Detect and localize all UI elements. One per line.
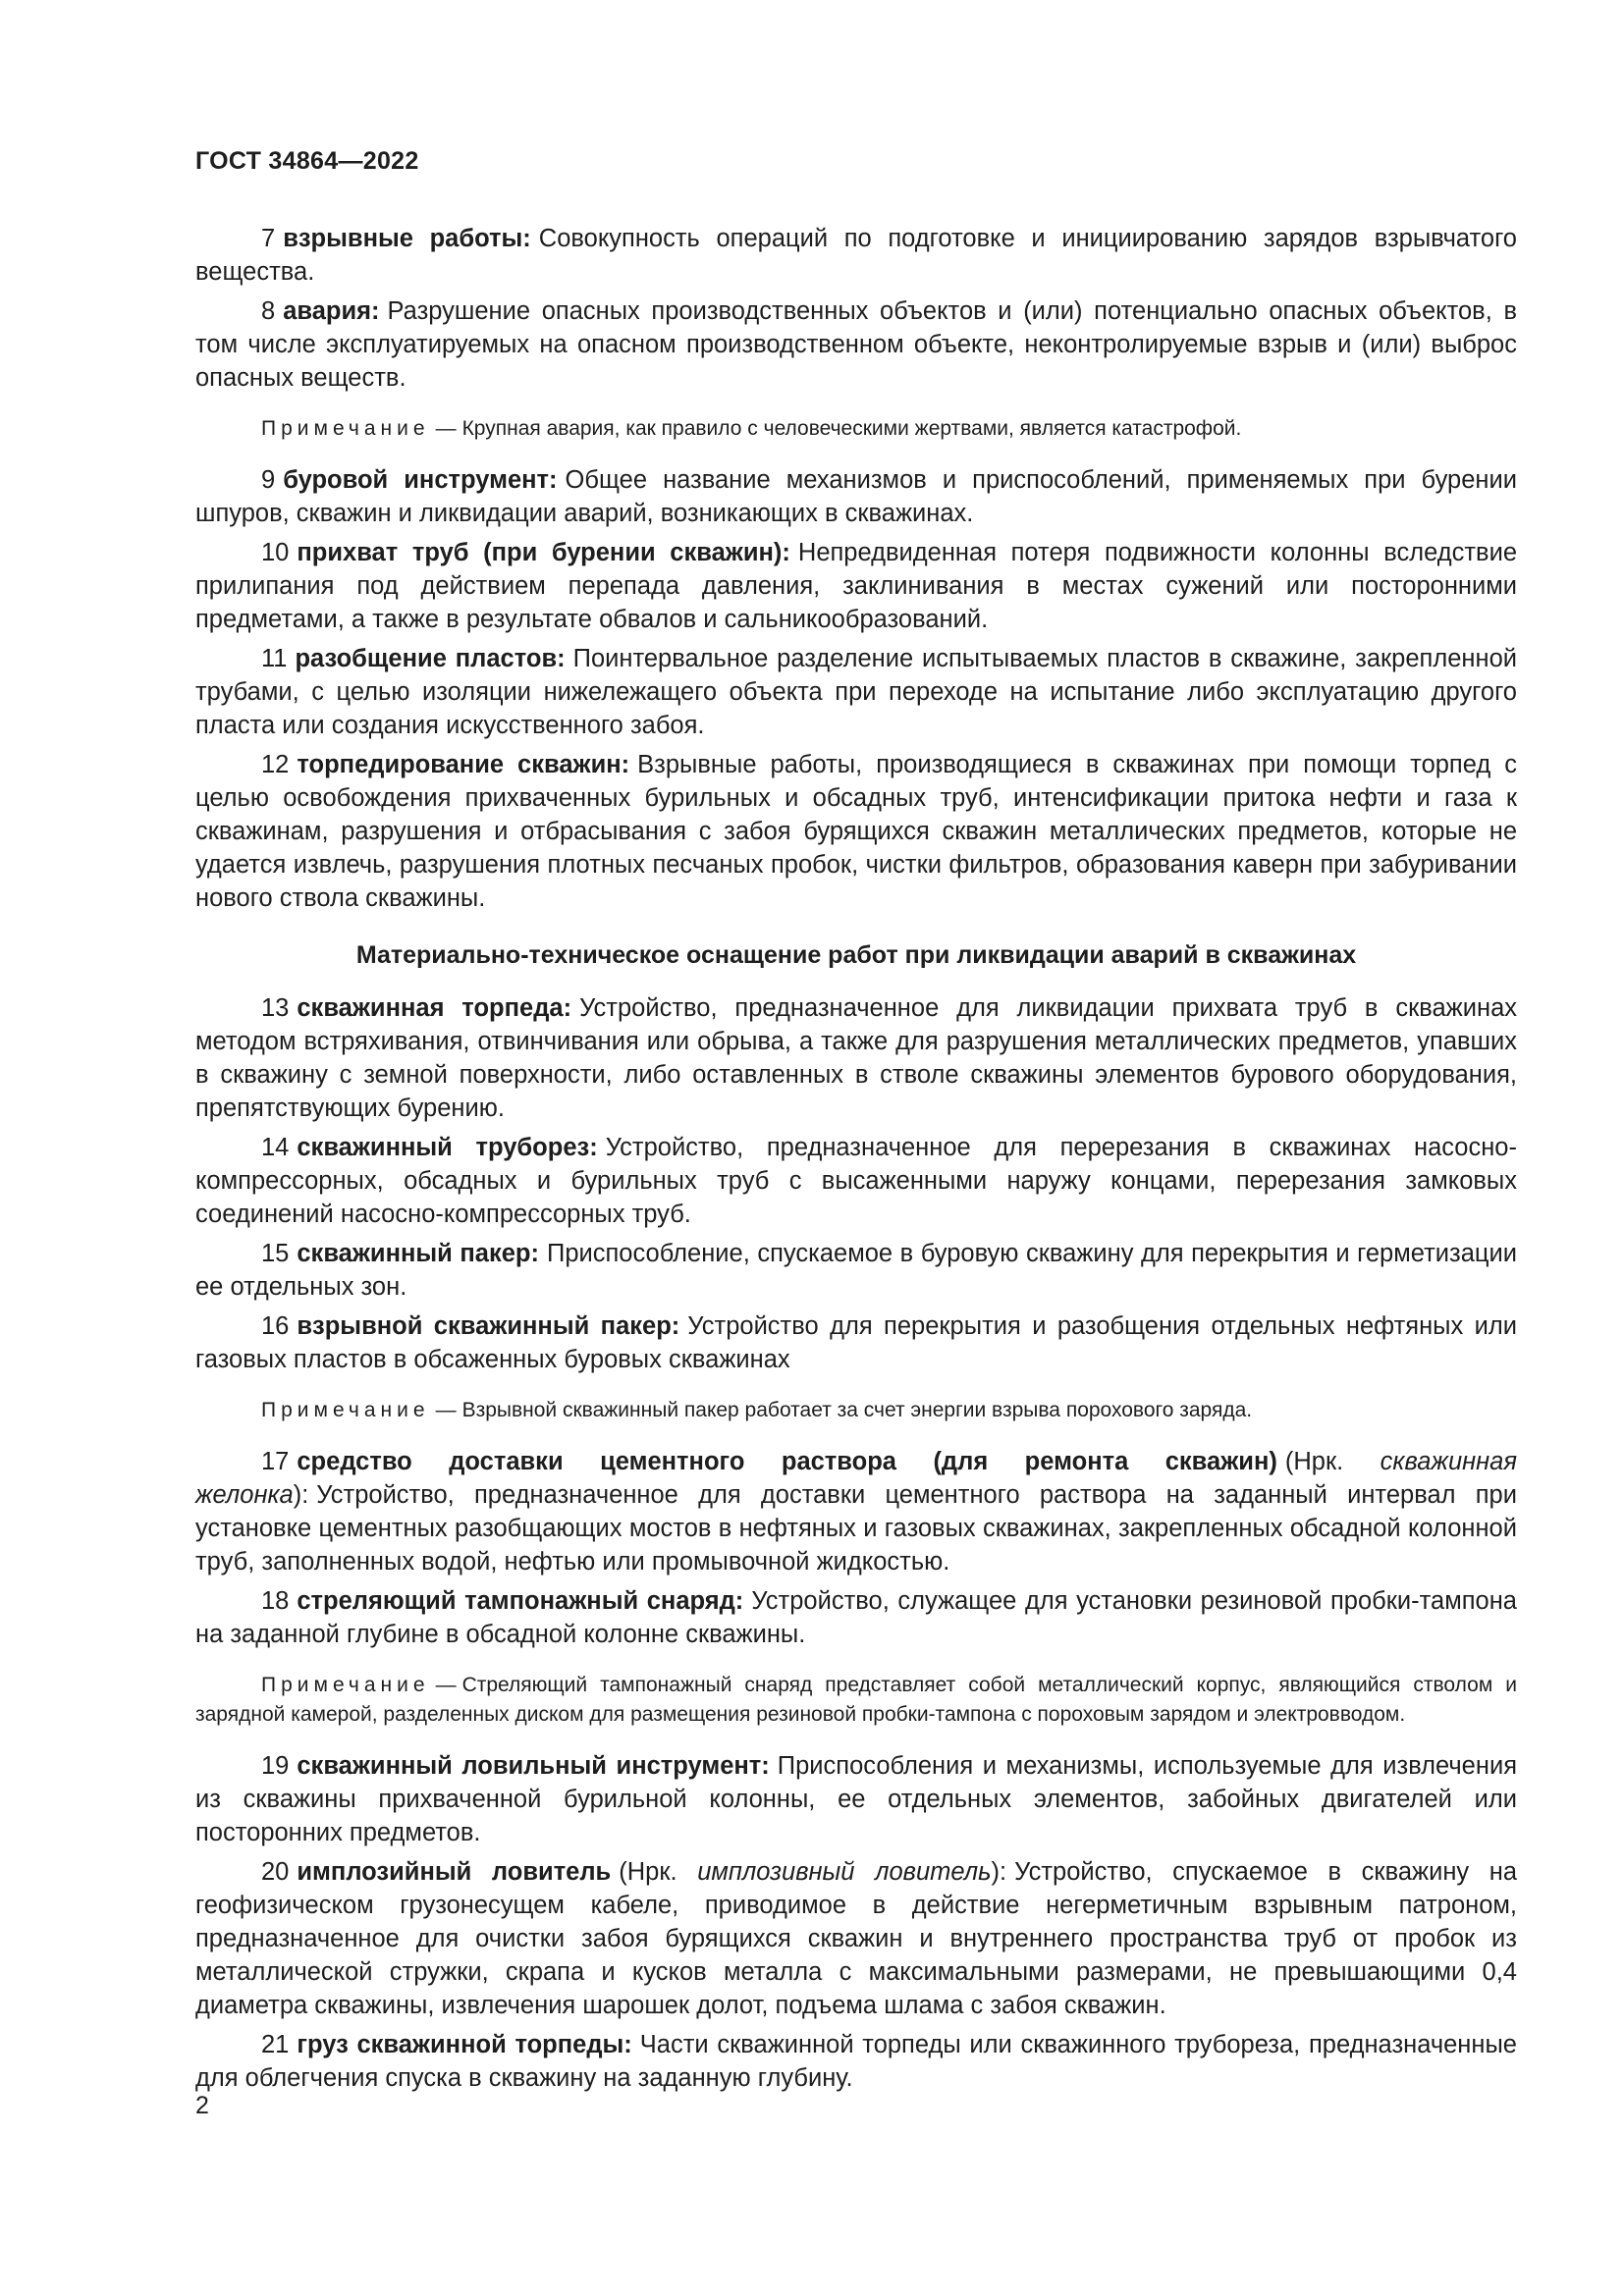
term-entry: [195, 1131, 1517, 1231]
term-name: скважинная торпеда:: [297, 994, 572, 1022]
term-number: 13: [261, 994, 290, 1022]
term-entry: [195, 463, 1517, 530]
page-number: 2: [195, 2092, 209, 2119]
term-number: 21: [261, 2031, 290, 2058]
term-entry: [195, 1237, 1517, 1304]
term-name: имплозийный ловитель: [297, 1858, 612, 1886]
deprecated-suffix: ):: [991, 1858, 1007, 1886]
term-definition: Устройство, предназначенное для доставки цементного раствора на заданный интервал при установке цементных разобщающих мостов в нефтяных и газовых скважинах, закрепленных обсадной колонной труб, заполненных водой, нефтью или промывочной жидкостью.: [195, 1481, 1517, 1575]
note-text: Крупная авария, как правило с человеческими жертвами, является катастрофой.: [461, 417, 1242, 440]
deprecated-prefix: (Нрк.: [619, 1858, 698, 1886]
term-number: 7: [261, 225, 276, 252]
term-number: 10: [261, 539, 290, 566]
note-text: Стреляющий тампонажный снаряд представляет собой металлический корпус, являющийся стволом и зарядной камерой, разделенных диском для размещения резиновой пробки-тампона с пороховым зарядом и электровводом.: [195, 1674, 1517, 1726]
term-name: скважинный ловильный инструмент:: [297, 1752, 770, 1780]
note-label: Примечание: [261, 1674, 430, 1696]
note: [195, 1396, 1517, 1425]
term-entry: [195, 991, 1517, 1125]
term-number: 14: [261, 1134, 290, 1161]
term-number: 17: [261, 1448, 290, 1475]
note-dash: —: [435, 417, 457, 440]
term-name: торпедирование скважин:: [297, 751, 630, 778]
term-definition: Устройство, предназначенное для ликвидации прихвата труб в скважинах методом встряхивания, отвинчивания или обрыва, а также для разрушения металлических предметов, упавших в скважину с земной поверхности, либо оставленных в стволе скважины элементов бурового оборудования, препятствующих бурению.: [195, 994, 1517, 1122]
term-definition: Приспособления и механизмы, используемые для извлечения из скважины прихваченной бурильной колонны, ее отдельных элементов, забойных двигателей или посторонних предметов.: [195, 1752, 1517, 1846]
term-definition: Совокупность операций по подготовке и инициированию зарядов взрывчатого вещества.: [195, 225, 1517, 286]
note-label: Примечание: [261, 1399, 430, 1421]
term-name: разобщение пластов:: [295, 645, 566, 672]
term-definition: Части скважинной торпеды или скважинного труборезa, предназначенные для облегчения спуска в скважину на заданную глубину.: [195, 2031, 1517, 2092]
deprecated-prefix: (Нрк.: [1284, 1448, 1380, 1475]
term-entry: [195, 536, 1517, 636]
term-definition: Устройство для перекрытия и разобщения отдельных нефтяных или газовых пластов в обсаженных буровых скважинах: [195, 1312, 1517, 1373]
section-heading: Материально-техническое оснащение работ при ликвидации аварий в скважинах: [355, 941, 1357, 969]
deprecated-suffix: ):: [293, 1481, 309, 1509]
term-definition: Непредвиденная потеря подвижности колонны вследствие прилипания под действием перепада давления, заклинивания в местах сужений или посторонними предметами, а также в результате обвалов и сальникообразований.: [195, 539, 1517, 633]
deprecated-term: имплозивный ловитель: [697, 1858, 992, 1886]
note: [195, 1671, 1517, 1730]
term-entry: [195, 2028, 1517, 2095]
term-name: груз скважинной торпеды:: [297, 2031, 632, 2058]
term-name: прихват труб (при бурении скважин):: [297, 539, 790, 566]
note-text: Взрывной скважинный пакер работает за счет энергии взрыва порохового заряда.: [461, 1399, 1253, 1421]
term-name: скважинный труборез:: [297, 1134, 598, 1161]
term-entry: [195, 222, 1517, 289]
term-number: 12: [261, 751, 290, 778]
term-name: взрывной скважинный пакер:: [297, 1312, 680, 1340]
term-definition: Приспособление, спускаемое в буровую скважину для перекрытия и герметизации ее отдельных зон.: [195, 1240, 1517, 1301]
term-entry: [195, 1584, 1517, 1651]
term-definition: Общее название механизмов и приспособлений, применяемых при бурении шпуров, скважин и ликвидации аварий, возникающих в скважинах.: [195, 466, 1517, 527]
term-number: 9: [261, 466, 276, 494]
term-number: 18: [261, 1587, 290, 1615]
term-name: авария:: [283, 297, 380, 325]
term-definition: Взрывные работы, производящиеся в скважинах при помощи торпед с целью освобождения прихваченных бурильных и обсадных труб, интенсификации притока нефти и газа к скважинам, разрушения и отбрасывания с забоя бурящихся скважин металлических предметов, которые не удается извлечь, разрушения плотных песчаных пробок, чистки фильтров, образования каверн при забуривании нового ствола скважины.: [195, 751, 1517, 912]
term-name: буровой инструмент:: [283, 466, 558, 494]
term-number: 11: [261, 645, 288, 672]
term-definition: Разрушение опасных производственных объектов и (или) потенциально опасных объектов, в том числе эксплуатируемых на опасном производственном объекте, неконтролируемые взрыв и (или) выброс опасных веществ.: [195, 297, 1517, 392]
note: [195, 414, 1517, 444]
note-dash: —: [435, 1399, 457, 1421]
term-definition: Устройство, спускаемое в скважину на геофизическом грузонесущем кабеле, приводимое в действие негерметичным взрывным патроном, предназначенное для очистки забоя бурящихся скважин и внутреннего пространства труб от пробок из металлической стружки, скрапа и кусков металла с максимальными размерами, не превышающими 0,4 диаметра скважины, извлечения шарошек долот, подъема шлама с забоя скважин.: [195, 1858, 1518, 2019]
term-entry: [195, 642, 1517, 742]
term-name: скважинный пакер:: [297, 1240, 539, 1267]
note-dash: —: [435, 1674, 457, 1696]
term-entry: [195, 1855, 1517, 2022]
term-name: средство доставки цементного раствора (для ремонта скважин): [297, 1448, 1277, 1475]
term-name: стреляющий тампонажный снаряд:: [297, 1587, 744, 1615]
term-entry: [195, 1309, 1517, 1376]
document-code-header: ГОСТ 34864—2022: [195, 147, 419, 175]
term-number: 19: [261, 1752, 290, 1780]
deprecated-term: скважинная желонка: [195, 1448, 1517, 1509]
term-number: 8: [261, 297, 276, 325]
term-number: 15: [261, 1240, 290, 1267]
term-entry: [195, 748, 1517, 915]
term-number: 20: [261, 1858, 290, 1886]
term-number: 16: [261, 1312, 290, 1340]
term-entry: [195, 1445, 1517, 1578]
term-name: взрывные работы:: [283, 225, 531, 252]
document-body: [195, 222, 1517, 2101]
note-label: Примечание: [261, 417, 430, 440]
term-definition: Устройство, служащее для установки резиновой пробки-тампона на заданной глубине в обсадной колонне скважины.: [195, 1587, 1517, 1648]
term-definition: Поинтервальное разделение испытываемых пластов в скважине, закрепленной трубами, с целью изоляции нижележащего объекта при переходе на испытание либо эксплуатацию другого пласта или создания искусственного забоя.: [195, 645, 1517, 739]
term-entry: [195, 1749, 1517, 1849]
term-entry: [195, 294, 1517, 395]
term-definition: Устройство, предназначенное для перерезания в скважинах насосно-компрессорных, обсадных и бурильных труб с высаженными наружу концами, перерезания замковых соединений насосно-компрессорных труб.: [195, 1134, 1517, 1228]
